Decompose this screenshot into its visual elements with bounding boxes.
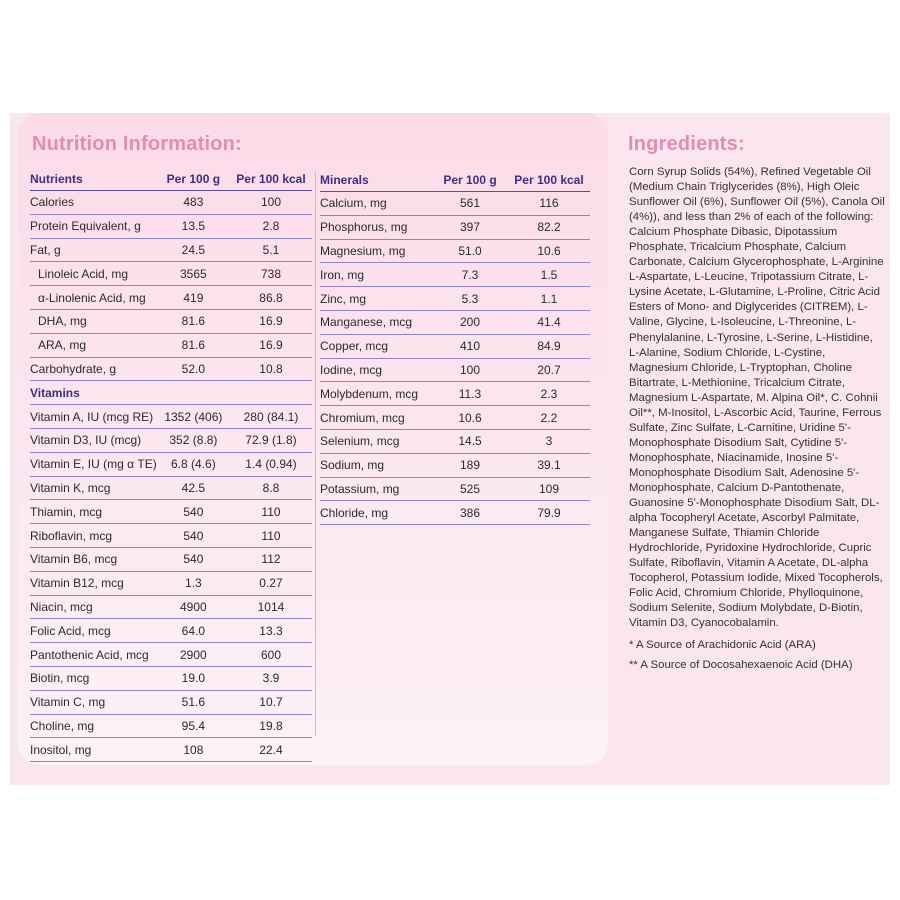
table-row [320, 287, 590, 311]
value-per-100g: 386 [432, 501, 508, 525]
table-row [30, 309, 312, 333]
table-row [320, 477, 590, 501]
nutrient-name: Thiamin, mcg [30, 500, 157, 524]
nutrient-name: Vitamin B6, mcg [30, 547, 157, 571]
value-per-100kcal: 2.3 [508, 382, 590, 406]
nutrients-header-cell: Per 100 kcal [230, 168, 312, 191]
value-per-100kcal: 84.9 [508, 334, 590, 358]
table-row [320, 501, 590, 525]
minerals-header-cell: Per 100 kcal [508, 169, 590, 192]
value-per-100g: 51.0 [432, 239, 508, 263]
value-per-100g: 52.0 [157, 357, 230, 381]
value-per-100kcal: 738 [230, 262, 312, 286]
table-row [30, 619, 312, 643]
value-per-100g: 24.5 [157, 238, 230, 262]
value-per-100kcal: 2.8 [230, 214, 312, 238]
table-row [30, 714, 312, 738]
table-row [30, 476, 312, 500]
value-per-100kcal: 280 (84.1) [230, 405, 312, 429]
value-per-100kcal: 79.9 [508, 501, 590, 525]
value-per-100g: 525 [432, 477, 508, 501]
value-per-100g: 419 [157, 286, 230, 310]
value-per-100kcal: 116 [508, 192, 590, 216]
nutrient-name: Folic Acid, mcg [30, 619, 157, 643]
value-per-100g: 81.6 [157, 333, 230, 357]
value-per-100g: 189 [432, 453, 508, 477]
value-per-100g: 100 [432, 358, 508, 382]
nutrient-name: Calcium, mg [320, 192, 432, 216]
nutrient-name: Potassium, mg [320, 477, 432, 501]
value-per-100g: 95.4 [157, 714, 230, 738]
nutrient-name: Vitamin K, mcg [30, 476, 157, 500]
value-per-100g: 1352 (406) [157, 405, 230, 429]
table-row [320, 215, 590, 239]
column-divider [315, 171, 316, 736]
value-per-100kcal: 10.6 [508, 239, 590, 263]
table-row [320, 310, 590, 334]
nutrient-name: Molybdenum, mcg [320, 382, 432, 406]
table-row [30, 405, 312, 429]
value-per-100kcal: 5.1 [230, 238, 312, 262]
nutrient-name: Niacin, mcg [30, 595, 157, 619]
value-per-100kcal: 1014 [230, 595, 312, 619]
table-row [320, 382, 590, 406]
value-per-100g: 19.0 [157, 666, 230, 690]
value-per-100g: 7.3 [432, 263, 508, 287]
nutrient-name: Vitamin D3, IU (mcg) [30, 428, 157, 452]
value-per-100g: 1.3 [157, 571, 230, 595]
table-row [30, 286, 312, 310]
table-row [30, 452, 312, 476]
table-row [30, 547, 312, 571]
table-row [30, 571, 312, 595]
nutrient-name: Riboflavin, mcg [30, 524, 157, 548]
value-per-100g: 81.6 [157, 309, 230, 333]
value-per-100kcal: 3.9 [230, 666, 312, 690]
table-row [30, 333, 312, 357]
value-per-100kcal: 100 [230, 191, 312, 215]
value-per-100kcal: 2.2 [508, 406, 590, 430]
nutrients-header-row [30, 168, 312, 191]
value-per-100kcal: 16.9 [230, 309, 312, 333]
table-row [320, 192, 590, 216]
nutrient-name: Choline, mg [30, 714, 157, 738]
nutrient-name: Vitamin B12, mcg [30, 571, 157, 595]
table-row [30, 214, 312, 238]
table-row [320, 429, 590, 453]
table-row [30, 381, 312, 405]
table-row [30, 262, 312, 286]
value-per-100kcal: 110 [230, 524, 312, 548]
table-row [30, 643, 312, 667]
table-row [320, 239, 590, 263]
value-per-100g: 483 [157, 191, 230, 215]
value-per-100kcal: 3 [508, 429, 590, 453]
value-per-100kcal: 19.8 [230, 714, 312, 738]
ingredients-text: Corn Syrup Solids (54%), Refined Vegetable Oil (Medium Chain Triglycerides (8%), High Oleic Sunflower Oil (6%), Sunflower Oil (5%), Canola Oil (4%)), and less than 2% of each of the following: Calcium Phosphate Dibasic, Dipotassium Phosphate, Tricalcium Phosphate, Calcium Carbonate, Calcium Glycerophosphate, L-Arginine L-Aspartate, L-Leucine, Tripotassium Citrate, L-Lysine Acetate, L-Glutamine, L-Proline, Citric Acid Esters of Mono- and Diglycerides (CITREM), L-Valine, Glycine, L-Isoleucine, L-Threonine, L-Phenylalanine, L-Tyrosine, L-Serine, L-Histidine, L-Alanine, Sodium Chloride, L-Cystine, Magnesium Chloride, L-Tryptophan, Choline Bitartrate, L-Methionine, Tricalcium Citrate, Magnesium L-Aspartate, M. Alpina Oil*, C. Cohnii Oil**, M-Inositol, L-Ascorbic Acid, Taurine, Ferrous Sulfate, Zinc Sulfate, L-Carnitine, Uridine 5'-Monophosphate Disodium Salt, Cytidine 5'-Monophosphate, Niacinamide, Inosine 5'-Monophosphate Disodium Salt, Adenosine 5'-Monophosphate, Calcium D-Pantothenate, Guanosine 5'-Monophosphate Disodium Salt, DL-alpha Tocopheryl Acetate, Ascorbyl Palmitate, Manganese Sulfate, Thiamin Chloride Hydrochloride, Pyridoxine Hydrochloride, Cupric Sulfate, Riboflavin, Vitamin A Acetate, DL-alpha Tocopherol, Potassium Iodide, Mixed Tocopherols, Folic Acid, Chromium Chloride, Phylloquinone, Sodium Selenite, Sodium Molybdate, D-Biotin, Vitamin D3, Cyanocobalamin. [629, 166, 885, 630]
ingredients-section [629, 165, 885, 673]
nutrition-panel [18, 113, 608, 765]
nutrient-name: Chloride, mg [320, 501, 432, 525]
value-per-100g: 540 [157, 547, 230, 571]
value-per-100g: 540 [157, 500, 230, 524]
table-row [30, 500, 312, 524]
table-row [30, 238, 312, 262]
value-per-100g: 410 [432, 334, 508, 358]
table-row [30, 524, 312, 548]
value-per-100g: 6.8 (4.6) [157, 452, 230, 476]
value-per-100kcal: 82.2 [508, 215, 590, 239]
value-per-100kcal: 72.9 (1.8) [230, 428, 312, 452]
nutrient-name: Vitamin C, mg [30, 690, 157, 714]
value-per-100g: 42.5 [157, 476, 230, 500]
minerals-header-cell: Per 100 g [432, 169, 508, 192]
value-per-100kcal: 1.4 (0.94) [230, 452, 312, 476]
nutrient-name: Protein Equivalent, g [30, 214, 157, 238]
value-per-100g: 11.3 [432, 382, 508, 406]
nutrient-name: Sodium, mg [320, 453, 432, 477]
nutrient-name: Pantothenic Acid, mcg [30, 643, 157, 667]
nutrients-header-cell: Nutrients [30, 168, 157, 191]
footnote-ara: * A Source of Arachidonic Acid (ARA) [629, 639, 816, 652]
value-per-100g: 561 [432, 192, 508, 216]
minerals-header-cell: Minerals [320, 169, 432, 192]
value-per-100g: 108 [157, 738, 230, 762]
table-row [320, 358, 590, 382]
value-per-100kcal: 1.1 [508, 287, 590, 311]
nutrient-name: Zinc, mg [320, 287, 432, 311]
value-per-100g: 2900 [157, 643, 230, 667]
nutrient-name: Copper, mcg [320, 334, 432, 358]
nutrient-name: ARA, mg [30, 333, 157, 357]
table-row [30, 357, 312, 381]
value-per-100kcal: 20.7 [508, 358, 590, 382]
nutrient-name: Vitamin E, IU (mg α TE) [30, 452, 157, 476]
value-per-100g: 352 (8.8) [157, 428, 230, 452]
value-per-100g: 200 [432, 310, 508, 334]
nutrient-name: DHA, mg [30, 309, 157, 333]
value-per-100g: 51.6 [157, 690, 230, 714]
value-per-100kcal: 112 [230, 547, 312, 571]
value-per-100kcal: 600 [230, 643, 312, 667]
nutrient-name: Calories [30, 191, 157, 215]
value-per-100kcal: 13.3 [230, 619, 312, 643]
value-per-100g: 64.0 [157, 619, 230, 643]
nutrient-name: Phosphorus, mg [320, 215, 432, 239]
table-row [30, 191, 312, 215]
value-per-100g: 3565 [157, 262, 230, 286]
table-row [320, 334, 590, 358]
nutrition-title: Nutrition Information: [32, 133, 242, 155]
table-row [320, 406, 590, 430]
value-per-100kcal: 22.4 [230, 738, 312, 762]
table-row [30, 666, 312, 690]
value-per-100kcal: 10.8 [230, 357, 312, 381]
value-per-100g: 13.5 [157, 214, 230, 238]
table-row [30, 595, 312, 619]
table-row [30, 690, 312, 714]
value-per-100kcal [230, 381, 312, 405]
nutrient-name: Vitamins [30, 381, 157, 405]
nutrient-name: Vitamin A, IU (mcg RE) [30, 405, 157, 429]
nutrient-name: Iron, mg [320, 263, 432, 287]
value-per-100kcal: 86.8 [230, 286, 312, 310]
nutrient-name: Manganese, mcg [320, 310, 432, 334]
table-row [320, 263, 590, 287]
nutrient-name: Biotin, mcg [30, 666, 157, 690]
nutrient-name: Chromium, mcg [320, 406, 432, 430]
nutrient-name: Iodine, mcg [320, 358, 432, 382]
nutrients-header-cell: Per 100 g [157, 168, 230, 191]
nutrient-name: α-Linolenic Acid, mg [30, 286, 157, 310]
value-per-100kcal: 39.1 [508, 453, 590, 477]
value-per-100g [157, 381, 230, 405]
minerals-table [320, 169, 590, 525]
value-per-100kcal: 1.5 [508, 263, 590, 287]
value-per-100kcal: 8.8 [230, 476, 312, 500]
table-row [320, 453, 590, 477]
value-per-100g: 4900 [157, 595, 230, 619]
footnote-dha: ** A Source of Docosahexaenoic Acid (DHA) [629, 658, 853, 671]
nutrient-name: Magnesium, mg [320, 239, 432, 263]
value-per-100kcal: 110 [230, 500, 312, 524]
value-per-100g: 14.5 [432, 429, 508, 453]
nutrient-name: Carbohydrate, g [30, 357, 157, 381]
nutrient-name: Inositol, mg [30, 738, 157, 762]
value-per-100kcal: 16.9 [230, 333, 312, 357]
table-row [30, 428, 312, 452]
nutrient-name: Linoleic Acid, mg [30, 262, 157, 286]
table-row [30, 738, 312, 762]
nutrients-table [30, 168, 312, 762]
ingredients-title: Ingredients: [628, 133, 745, 155]
value-per-100g: 540 [157, 524, 230, 548]
value-per-100kcal: 0.27 [230, 571, 312, 595]
value-per-100g: 5.3 [432, 287, 508, 311]
minerals-header-row [320, 169, 590, 192]
value-per-100kcal: 10.7 [230, 690, 312, 714]
nutrient-name: Selenium, mcg [320, 429, 432, 453]
value-per-100kcal: 41.4 [508, 310, 590, 334]
value-per-100g: 397 [432, 215, 508, 239]
nutrient-name: Fat, g [30, 238, 157, 262]
value-per-100g: 10.6 [432, 406, 508, 430]
value-per-100kcal: 109 [508, 477, 590, 501]
